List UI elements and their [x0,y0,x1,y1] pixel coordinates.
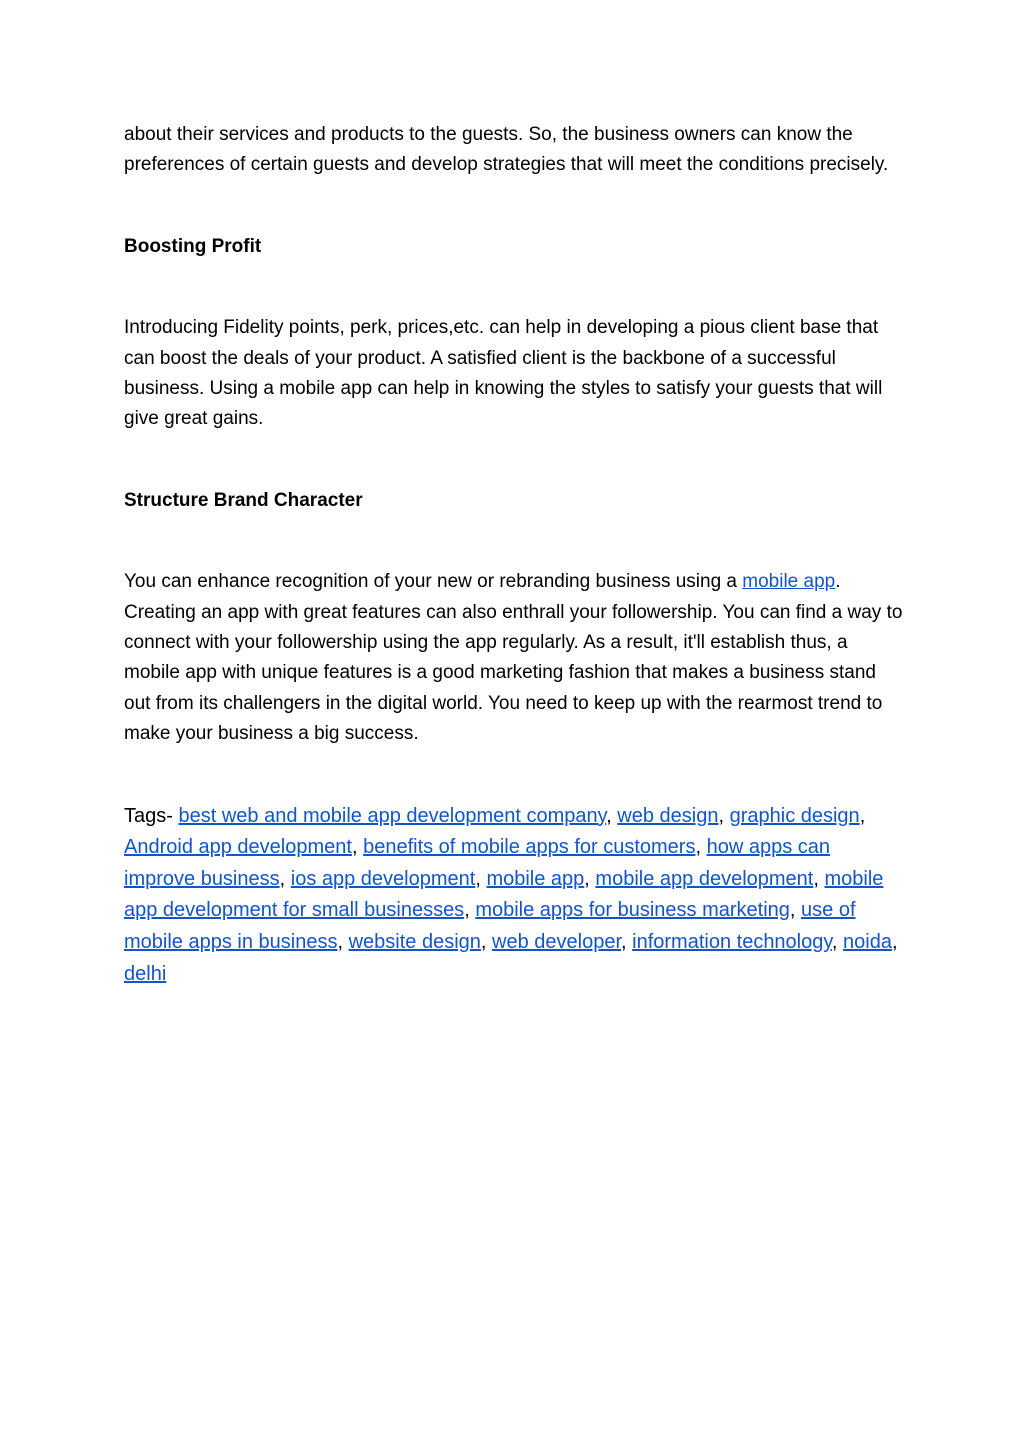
tag-link[interactable]: noida [843,931,892,954]
tag-separator: , [464,899,476,922]
tag-link[interactable]: website design [348,931,481,954]
tag-link[interactable]: Android app development [124,836,352,859]
mobile-app-link[interactable]: mobile app [742,571,836,593]
tag-separator: , [279,867,291,890]
tag-link[interactable]: mobile app [486,867,585,890]
tag-link[interactable]: information technology [632,931,832,954]
tag-list [124,805,898,985]
brand-paragraph-text-end: . Creating an app with great features can also enthrall your followership. You can find a way to connect with your followership using the app regularly. As a result, it'll establish thus, a mobile app with unique features is a good marketing fashion that makes a business stand out from its challengers in the digital world. You need to keep up with the rearmost trend to make your business a big success. [124,571,903,745]
tag-link[interactable]: best web and mobile app development company [178,804,607,827]
tag-separator: , [859,804,866,827]
tag-separator: , [475,867,487,890]
tag-link[interactable]: delhi [124,962,167,985]
tag-link[interactable]: ios app development [290,867,476,890]
tag-link[interactable]: graphic design [729,804,860,827]
tag-separator: , [584,867,596,890]
tag-link[interactable]: mobile app development for small businesses [124,867,884,922]
heading-boosting-profit: Boosting Profit [124,235,262,257]
tag-link[interactable]: use of mobile apps in business [124,899,856,954]
tag-separator: , [337,931,349,954]
document-page [124,120,904,990]
tag-link[interactable]: how apps can improve business [124,836,831,890]
tag-separator: , [351,836,364,859]
intro-paragraph: about their services and products to the guests. So, the business owners can know the preferences of certain guests and develop strategies that will meet the conditions precisely. [124,124,889,176]
tag-separator: , [480,931,493,954]
profit-paragraph: Introducing Fidelity points, perk, prices,etc. can help in developing a pious client base that can boost the deals of your product. A satisfied client is the backbone of a successful business. Using a mobile app can help in knowing the styles to satisfy your guests that will give great gains. [124,317,883,430]
tag-separator: , [891,931,898,954]
tag-separator: , [621,931,633,954]
brand-paragraph-text-start: You can enhance recognition of your new or rebranding business using a [124,571,743,593]
brand-paragraph [124,567,904,749]
tag-separator: , [695,836,707,859]
heading-brand-character: Structure Brand Character [124,489,363,511]
tag-link[interactable]: web developer [492,931,622,954]
tag-separator: , [718,804,730,827]
tag-separator: , [789,899,802,922]
tag-link[interactable]: benefits of mobile apps for customers [363,836,696,859]
tags-paragraph [124,801,904,991]
tag-link[interactable]: mobile app development [595,867,814,890]
tag-separator: , [831,931,844,954]
tags-prefix: Tags- [124,804,179,827]
tag-separator: , [813,867,825,890]
tag-link[interactable]: web design [617,804,719,827]
tag-separator: , [606,804,618,827]
tag-link[interactable]: mobile apps for business marketing [475,899,790,922]
